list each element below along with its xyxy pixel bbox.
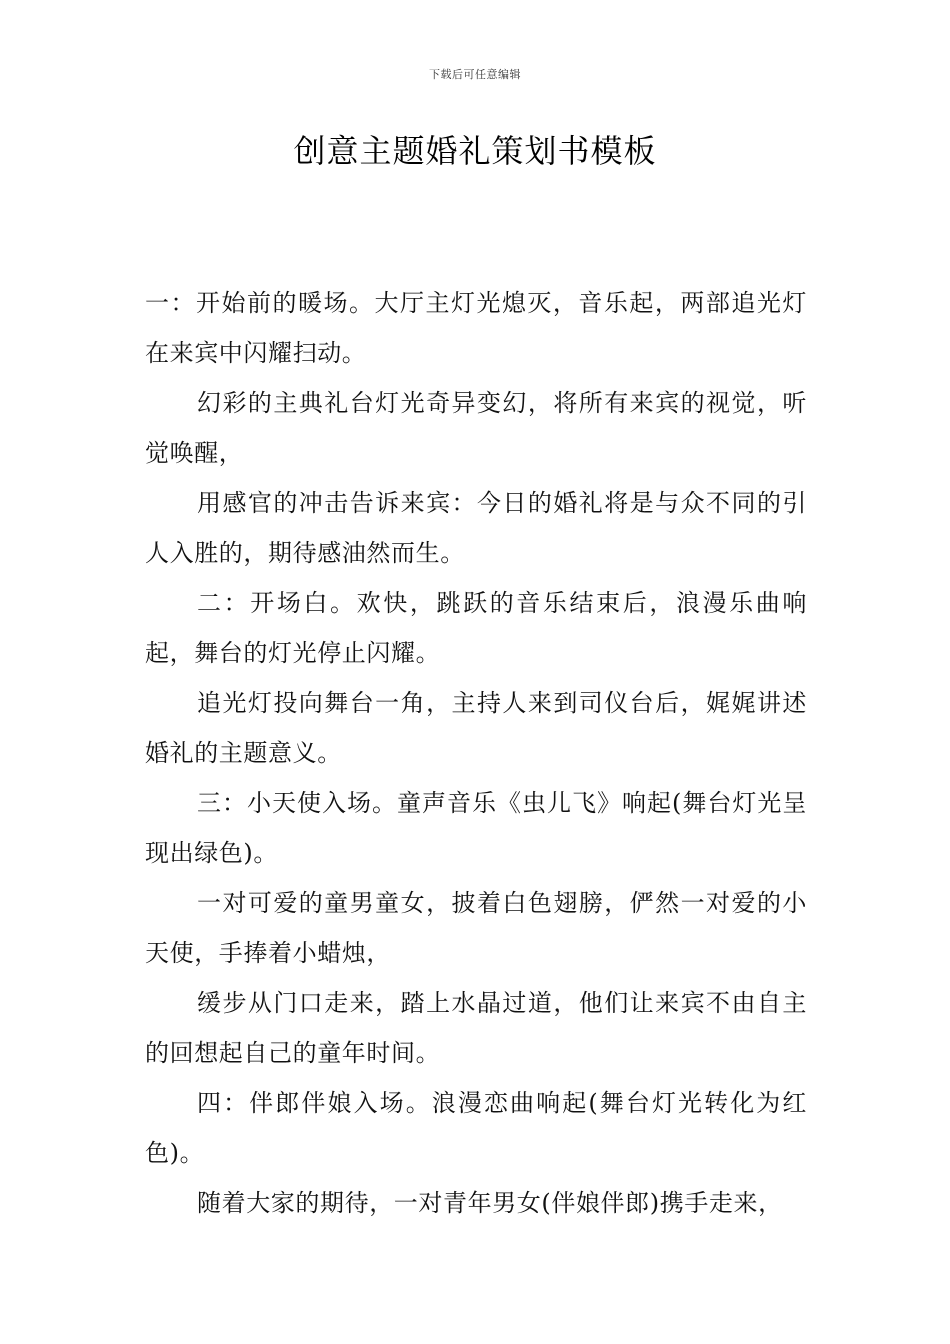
paragraph-6: 三：小天使入场。童声音乐《虫儿飞》响起(舞台灯光呈现出绿色)。: [145, 789, 807, 867]
document-body: [145, 278, 807, 1228]
paragraph-7: 一对可爱的童男童女，披着白色翅膀，俨然一对爱的小天使，手捧着小蜡烛，: [145, 889, 807, 967]
paragraph-8: 缓步从门口走来，踏上水晶过道，他们让来宾不由自主的回想起自己的童年时间。: [145, 989, 807, 1067]
header-note: 下载后可任意编辑: [429, 68, 521, 81]
document-title: 创意主题婚礼策划书模板: [293, 132, 657, 170]
paragraph-9: 四：伴郎伴娘入场。浪漫恋曲响起(舞台灯光转化为红色)。: [145, 1089, 807, 1167]
paragraph-10: 随着大家的期待，一对青年男女(伴娘伴郎)携手走来，: [197, 1189, 783, 1217]
paragraph-2: 幻彩的主典礼台灯光奇异变幻，将所有来宾的视觉，听觉唤醒，: [145, 389, 807, 467]
paragraph-3: 用感官的冲击告诉来宾：今日的婚礼将是与众不同的引人入胜的，期待感油然而生。: [145, 489, 807, 567]
paragraph-5: 追光灯投向舞台一角，主持人来到司仪台后，娓娓讲述婚礼的主题意义。: [145, 689, 807, 767]
paragraph-1: 一：开始前的暖场。大厅主灯光熄灭，音乐起，两部追光灯在来宾中闪耀扫动。: [145, 289, 807, 367]
paragraph-4: 二：开场白。欢快，跳跃的音乐结束后，浪漫乐曲响起，舞台的灯光停止闪耀。: [145, 589, 807, 667]
